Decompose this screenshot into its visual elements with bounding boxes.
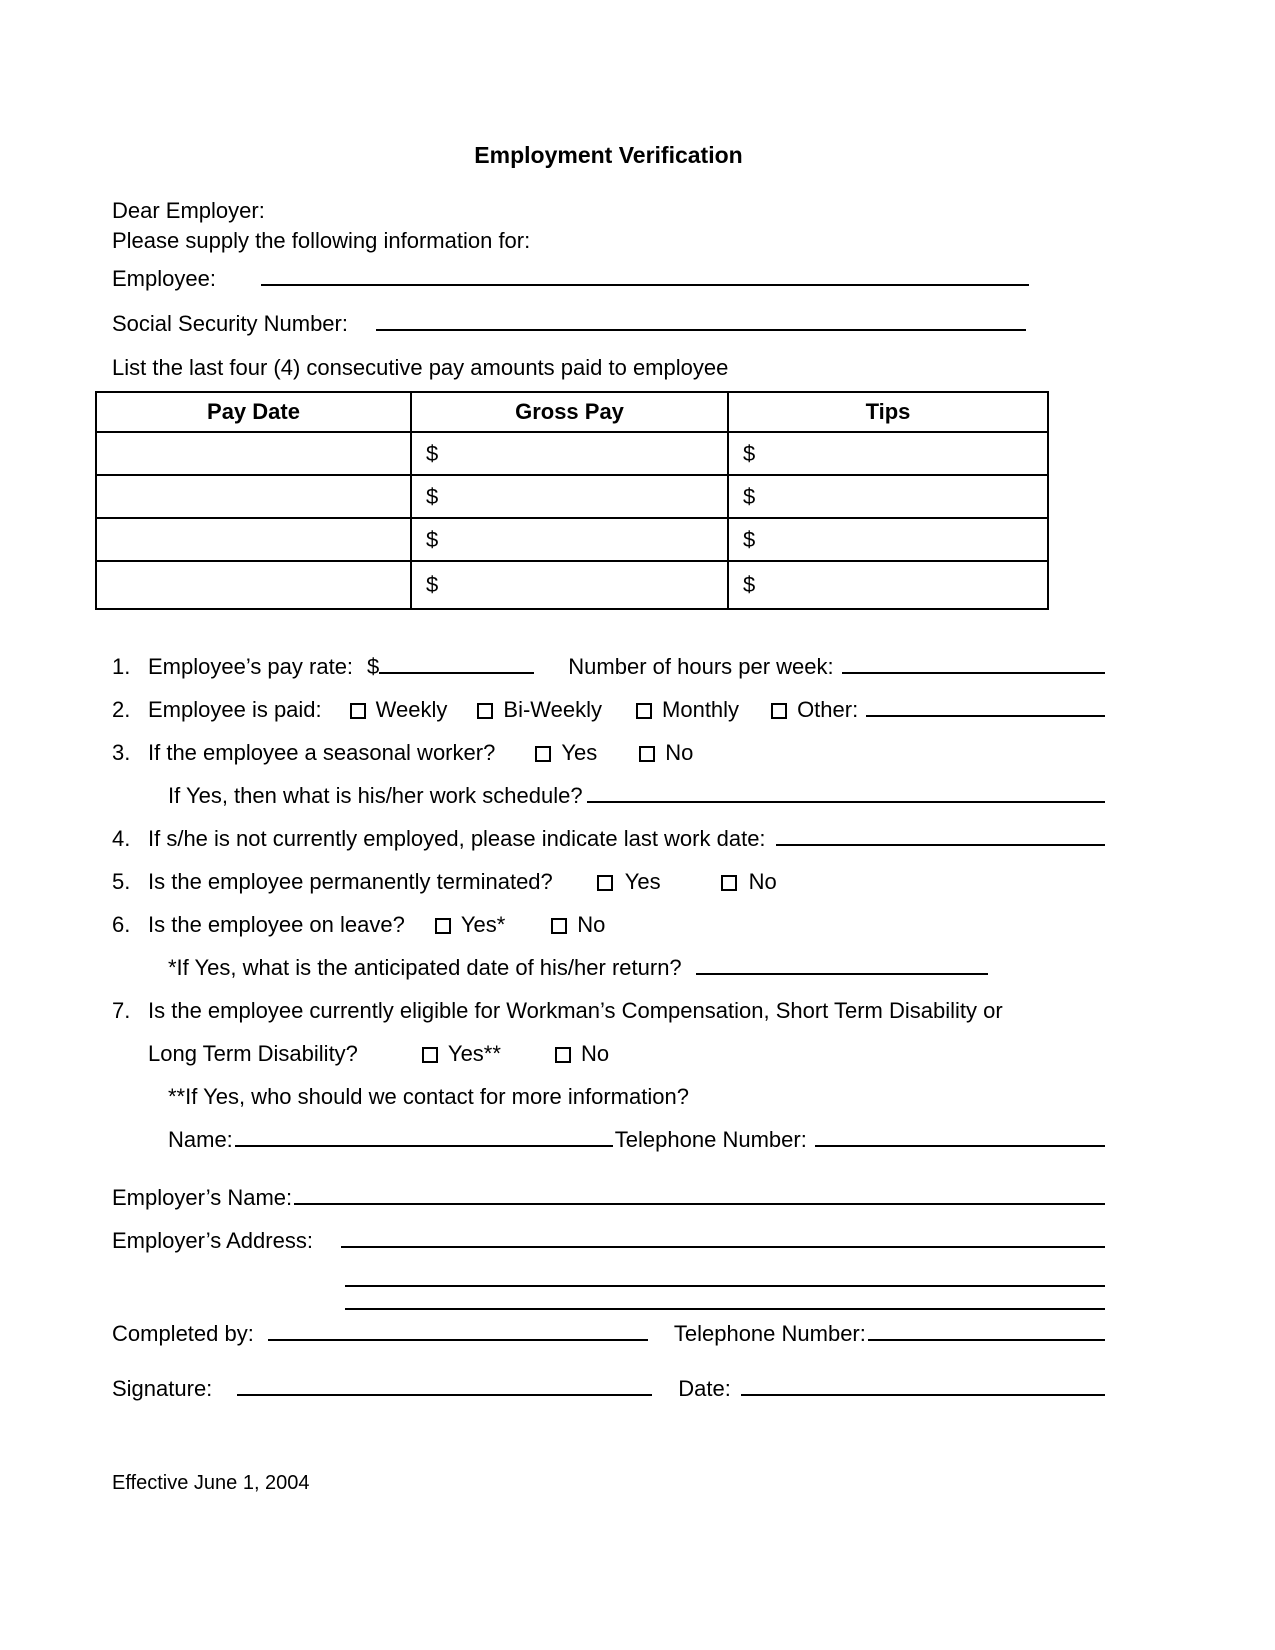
page-title: Employment Verification — [474, 142, 743, 168]
employee-row — [112, 264, 1105, 294]
question-6-followup — [112, 953, 1105, 983]
tips-cell[interactable] — [728, 475, 1048, 518]
signature-field[interactable] — [237, 1382, 652, 1396]
contact-phone-label: Telephone Number: — [614, 1127, 807, 1152]
question-number: 5. — [112, 869, 131, 894]
tips-cell[interactable] — [728, 518, 1048, 561]
biweekly-label: Bi-Weekly — [503, 697, 603, 722]
checkbox-eligible-no[interactable] — [555, 1047, 571, 1063]
question-7-line2 — [112, 1039, 1105, 1069]
eligibility-label-line2: Long Term Disability? — [148, 1041, 358, 1066]
last-work-date-field[interactable] — [776, 832, 1105, 846]
yes-label: Yes — [624, 869, 661, 894]
seasonal-worker-label: If the employee a seasonal worker? — [148, 740, 496, 765]
table-row — [96, 518, 1048, 561]
checkbox-terminated-no[interactable] — [721, 875, 737, 891]
pay-rate-label: Employee’s pay rate: — [148, 654, 354, 679]
yes-label: Yes — [561, 740, 598, 765]
completed-phone-label: Telephone Number: — [673, 1321, 866, 1346]
work-schedule-label: If Yes, then what is his/her work schedule? — [168, 783, 583, 808]
ssn-field[interactable] — [376, 317, 1026, 331]
question-number: 6. — [112, 912, 131, 937]
currency-symbol: $ — [426, 572, 439, 597]
question-3-followup — [112, 781, 1105, 811]
question-7-contact-row — [112, 1125, 1105, 1155]
checkbox-seasonal-no[interactable] — [639, 746, 655, 762]
tips-cell[interactable] — [728, 561, 1048, 609]
pay-table — [95, 391, 1049, 610]
no-label: No — [665, 740, 694, 765]
contact-name-field[interactable] — [235, 1133, 613, 1147]
pay-date-cell[interactable] — [96, 518, 411, 561]
tips-header: Tips — [728, 392, 1048, 432]
hours-per-week-field[interactable] — [842, 660, 1105, 674]
table-row — [96, 561, 1048, 609]
salutation: Dear Employer: — [112, 198, 265, 223]
question-1 — [112, 652, 1105, 682]
no-label: No — [577, 912, 606, 937]
instruction: Please supply the following information for: — [112, 228, 531, 253]
contact-info-label: **If Yes, who should we contact for more information? — [168, 1084, 689, 1109]
question-7-followup — [112, 1082, 1105, 1112]
checkbox-other[interactable] — [771, 703, 787, 719]
eligibility-label-line1: Is the employee currently eligible for Workman’s Compensation, Short Term Disability or — [148, 998, 1003, 1023]
return-date-label: *If Yes, what is the anticipated date of his/her return? — [168, 955, 682, 980]
checkbox-on-leave-no[interactable] — [551, 918, 567, 934]
pay-date-cell[interactable] — [96, 475, 411, 518]
employer-address-field-2[interactable] — [345, 1273, 1105, 1287]
no-label: No — [580, 1041, 610, 1066]
currency-symbol: $ — [743, 483, 756, 509]
pay-rate-field[interactable] — [379, 660, 534, 674]
currency-symbol: $ — [426, 440, 439, 466]
contact-name-label: Name: — [168, 1127, 233, 1152]
currency-symbol: $ — [743, 572, 756, 597]
question-2 — [112, 695, 1105, 725]
pay-date-header: Pay Date — [96, 392, 411, 432]
gross-pay-cell[interactable] — [411, 475, 728, 518]
question-7 — [112, 996, 1105, 1026]
no-label: No — [748, 869, 777, 894]
employee-label: Employee: — [112, 266, 216, 291]
checkbox-monthly[interactable] — [636, 703, 652, 719]
checkbox-eligible-yes[interactable] — [422, 1047, 438, 1063]
question-number: 4. — [112, 826, 131, 851]
ssn-row — [112, 309, 1105, 339]
weekly-label: Weekly — [375, 697, 448, 722]
completed-by-row — [112, 1319, 1105, 1349]
checkbox-on-leave-yes[interactable] — [435, 918, 451, 934]
pay-other-field[interactable] — [866, 703, 1105, 717]
question-4 — [112, 824, 1105, 854]
employer-address-label: Employer’s Address: — [112, 1228, 313, 1253]
question-number: 1. — [112, 654, 131, 679]
dollar-sign: $ — [367, 654, 380, 679]
completed-phone-field[interactable] — [868, 1327, 1105, 1341]
yes-label: Yes** — [447, 1041, 501, 1066]
table-row — [96, 432, 1048, 475]
employer-address-field-3[interactable] — [345, 1296, 1105, 1310]
on-leave-label: Is the employee on leave? — [148, 912, 405, 937]
yes-label: Yes* — [460, 912, 506, 937]
completed-by-field[interactable] — [268, 1327, 648, 1341]
employer-name-row — [112, 1183, 1105, 1213]
contact-phone-field[interactable] — [815, 1133, 1105, 1147]
tips-cell[interactable] — [728, 432, 1048, 475]
checkbox-seasonal-yes[interactable] — [535, 746, 551, 762]
checkbox-weekly[interactable] — [350, 703, 366, 719]
signature-row — [112, 1374, 1105, 1404]
questions-section — [112, 652, 1105, 1155]
monthly-label: Monthly — [662, 697, 740, 722]
question-number: 2. — [112, 697, 131, 722]
hours-per-week-label: Number of hours per week: — [568, 654, 834, 679]
date-field[interactable] — [741, 1382, 1105, 1396]
gross-pay-cell[interactable] — [411, 518, 728, 561]
signature-label: Signature: — [112, 1376, 213, 1401]
pay-date-cell[interactable] — [96, 432, 411, 475]
currency-symbol: $ — [426, 526, 439, 552]
gross-pay-cell[interactable] — [411, 432, 728, 475]
gross-pay-header: Gross Pay — [411, 392, 728, 432]
question-number: 3. — [112, 740, 131, 765]
employer-section — [112, 1183, 1105, 1404]
question-6 — [112, 910, 1105, 940]
work-schedule-field[interactable] — [587, 789, 1105, 803]
employer-address-row-2 — [112, 1273, 1105, 1282]
return-date-field[interactable] — [696, 961, 988, 975]
effective-date: Effective June 1, 2004 — [112, 1472, 310, 1494]
pay-date-cell[interactable] — [96, 561, 411, 609]
employer-address-row — [112, 1226, 1105, 1256]
currency-symbol: $ — [743, 526, 756, 552]
employee-field[interactable] — [261, 272, 1029, 286]
employer-address-field[interactable] — [341, 1234, 1105, 1248]
table-row — [96, 475, 1048, 518]
currency-symbol: $ — [426, 483, 439, 509]
question-number: 7. — [112, 998, 131, 1023]
date-label: Date: — [678, 1376, 731, 1401]
employer-address-row-3 — [112, 1296, 1105, 1305]
question-3 — [112, 738, 1105, 768]
question-5 — [112, 867, 1105, 897]
checkbox-biweekly[interactable] — [477, 703, 493, 719]
currency-symbol: $ — [743, 440, 756, 466]
employer-name-label: Employer’s Name: — [112, 1185, 293, 1210]
paid-frequency-label: Employee is paid: — [148, 697, 322, 722]
terminated-label: Is the employee permanently terminated? — [148, 869, 553, 894]
other-label: Other: — [797, 697, 859, 722]
completed-by-label: Completed by: — [112, 1321, 254, 1346]
checkbox-terminated-yes[interactable] — [597, 875, 613, 891]
last-work-date-label: If s/he is not currently employed, please indicate last work date: — [148, 826, 766, 851]
pay-table-header-row — [96, 392, 1048, 432]
gross-pay-cell[interactable] — [411, 561, 728, 609]
employer-name-field[interactable] — [294, 1191, 1105, 1205]
ssn-label: Social Security Number: — [112, 311, 348, 336]
pay-table-caption: List the last four (4) consecutive pay amounts paid to employee — [112, 355, 729, 380]
